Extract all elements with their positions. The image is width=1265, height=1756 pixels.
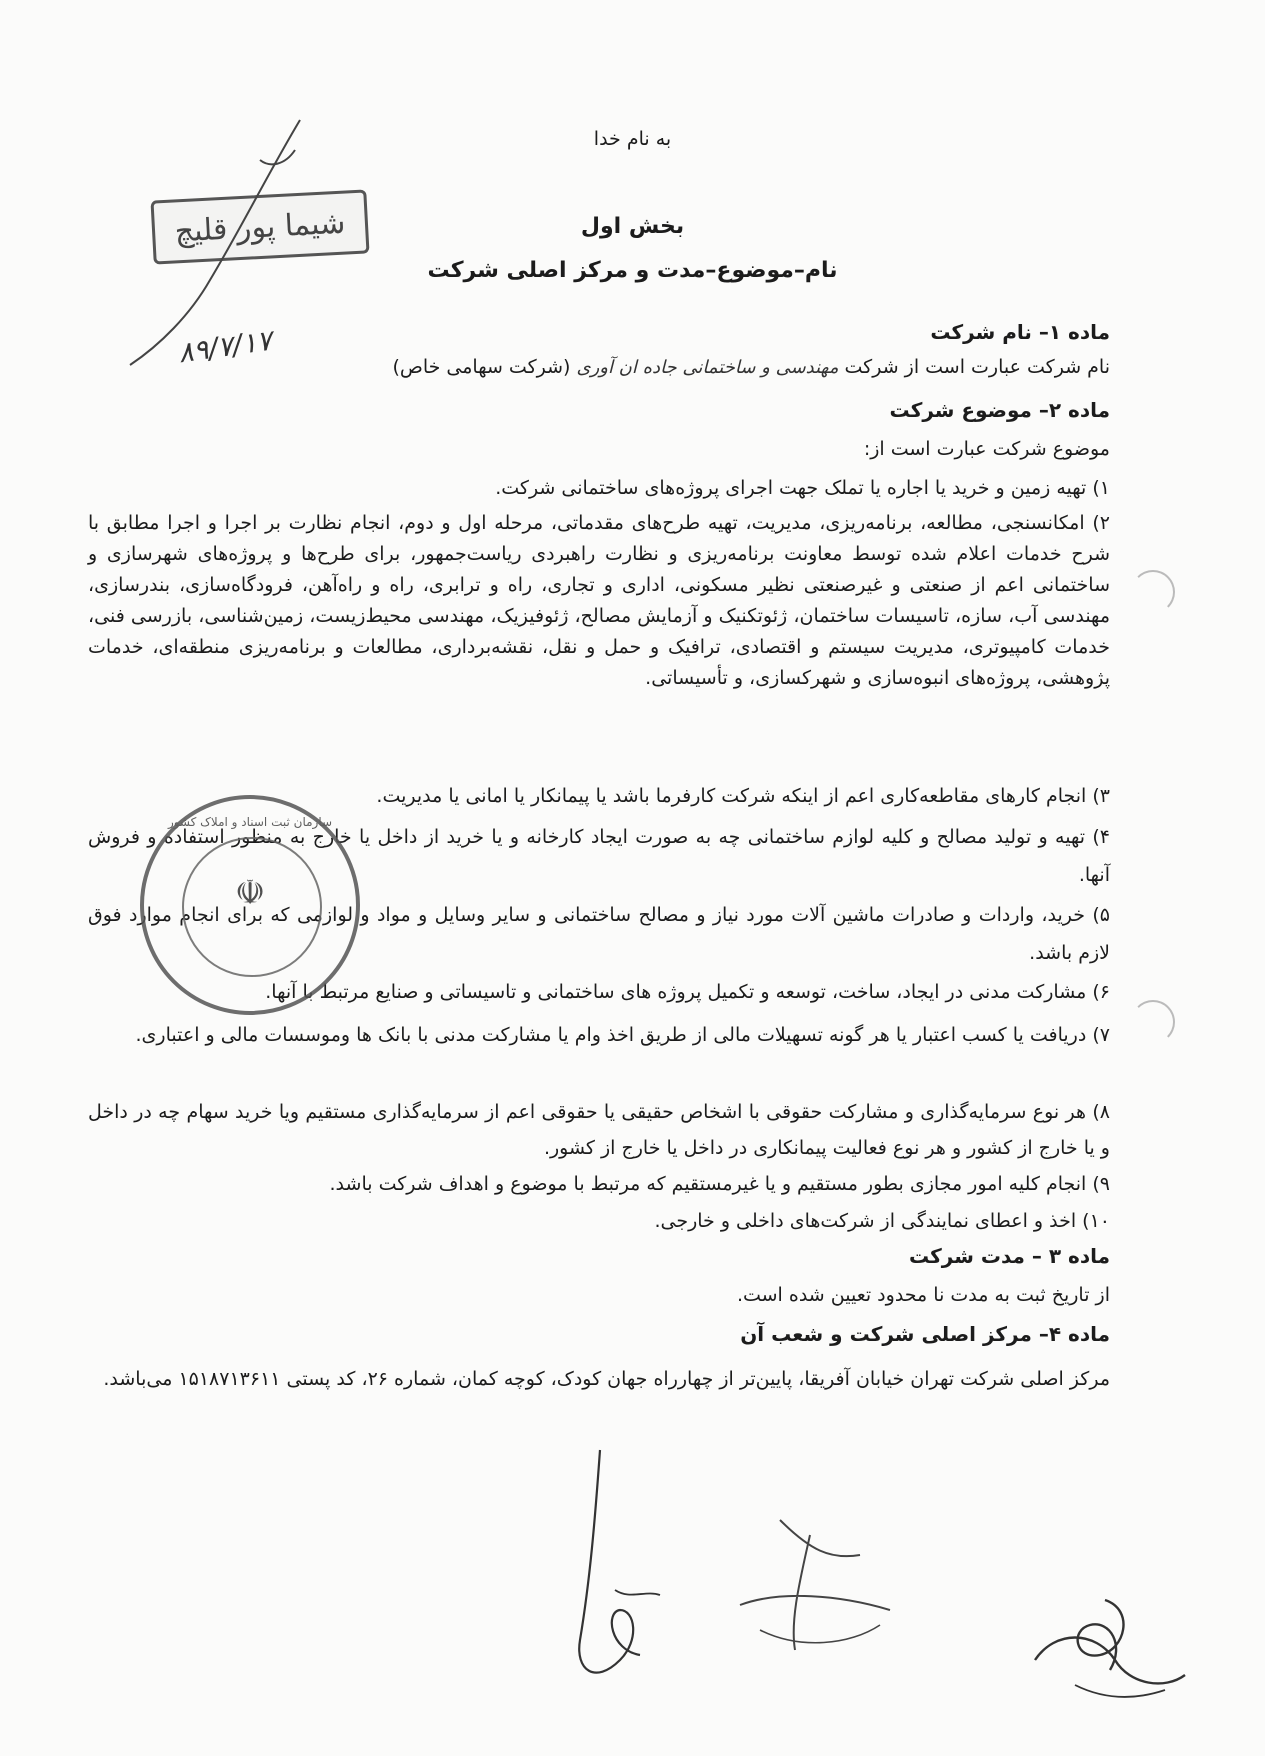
diagonal-pen-stroke [120, 110, 320, 370]
handwritten-date: ۸۹/۷/۱۷ [176, 323, 274, 370]
article-3-title: ماده ۳ – مدت شرکت [909, 1244, 1110, 1268]
binder-hole-mark [1131, 1000, 1175, 1044]
article-1-text [392, 356, 1110, 378]
article-1-text-after: (شرکت سهامی خاص) [392, 356, 571, 378]
binder-hole-mark [1131, 570, 1175, 614]
company-name-handwritten: مهندسی و ساختمانی جاده ان آوری [576, 357, 839, 378]
article-1-text-before: نام شرکت عبارت است از شرکت [844, 356, 1110, 378]
official-round-stamp [140, 795, 360, 1015]
list-item: ۴) تهیه و تولید مصالح و کلیه لوازم ساختمانی چه به صورت ایجاد کارخانه و یا خرید از داخل یا خارج به منظور استفاده و فروش آنها. [88, 826, 1110, 886]
section-subtitle: نام–موضوع–مدت و مرکز اصلی شرکت [427, 258, 838, 283]
list-item: ۶) مشارکت مدنی در ایجاد، ساخت، توسعه و تکمیل پروژه های ساختمانی و تاسیساتی و صنایع مرتبط با آنها. [265, 981, 1110, 1003]
stamp-ring-text: سازمان ثبت اسناد و املاک کشور [167, 815, 333, 829]
article-2-intro: موضوع شرکت عبارت است از: [863, 438, 1110, 460]
signature-2 [720, 1510, 900, 1660]
article-4-text: مرکز اصلی شرکت تهران خیابان آفریقا، پایین‌تر از چهارراه جهان کودک، کوچه کمان، شماره ۲۶، کد پستی ۱۵۱۸۷۱۳۶۱۱ می‌باشد. [103, 1368, 1110, 1390]
list-item: ۱۰) اخذ و اعطای نمایندگی از شرکت‌های داخلی و خارجی. [654, 1210, 1110, 1232]
article-3-text: از تاریخ ثبت به مدت نا محدود تعیین شده است. [736, 1284, 1110, 1306]
name-stamp: شیما پور قلیچ [150, 189, 369, 264]
list-item: ۹) انجام کلیه امور مجازی بطور مستقیم و یا غیرمستقیم که مرتبط با موضوع و اهداف شرکت باشد. [329, 1173, 1110, 1195]
emblem-icon: ☫ [234, 873, 266, 913]
article-2-title: ماده ۲– موضوع شرکت [889, 398, 1110, 422]
signature-3 [1015, 1590, 1190, 1710]
list-item: ۵) خرید، واردات و صادرات ماشین آلات مورد نیاز و مصالح ساختمانی و سایر وسایل و مواد و لوازمی که برای انجام موارد فوق لازم باشد. [88, 904, 1110, 964]
list-item: ۳) انجام کارهای مقاطعه‌کاری اعم از اینکه شرکت کارفرما باشد یا پیمانکار یا امانی یا مدیریت. [376, 785, 1110, 807]
article-1-title: ماده ۱– نام شرکت [930, 320, 1110, 344]
list-item: ۷) دریافت یا کسب اعتبار یا هر گونه تسهیلات مالی از طریق اخذ وام یا مشارکت مدنی با بانک ها وموسسات مالی و اعتباری. [135, 1024, 1110, 1046]
list-item: ۱) تهیه زمین و خرید یا اجاره یا تملک جهت اجرای پروژه‌های ساختمانی شرکت. [495, 477, 1110, 499]
section-title: بخش اول [580, 214, 685, 239]
basmala: به نام خدا [593, 128, 672, 150]
signature-1 [560, 1440, 680, 1700]
list-item: ۲) امکانسنجی، مطالعه، برنامه‌ریزی، مدیریت، تهیه طرح‌های مقدماتی، مرحله اول و دوم، انجام نظارت بر اجرا و اجرا مطابق با شرح خدمات اعلام شده توسط معاونت برنامه‌ریزی و نظارت راهبردی ریاست‌جمهور، برای طرح‌ها و پروژه‌های شهرسازی و ساختمانی اعم از صنعتی و غیرصنعتی نظیر مسکونی، اداری و تجاری، راه و ترابری، راه و راه‌آهن، فرودگاه‌سازی، بندرسازی، مهندسی آب، سازه، تاسیسات ساختمان، ژئوتکنیک و آزمایش مصالح، ژئوفیزیک، مهندسی محیط‌زیست، زمین‌شناسی، بازرسی فنی، خدمات کامپیوتری، مدیریت سیستم و اقتصادی، ترافیک و حمل و نقل، نقشه‌برداری، مطالعات و برنامه‌ریزی منطقه‌ای، خدمات پژوهشی، پروژه‌های انبوه‌سازی و شهرکسازی، و تأسیساتی. [88, 512, 1110, 689]
article-4-title: ماده ۴– مرکز اصلی شرکت و شعب آن [740, 1322, 1110, 1346]
list-item: ۸) هر نوع سرمایه‌گذاری و مشارکت حقوقی با اشخاص حقیقی یا حقوقی اعم از سرمایه‌گذاری مستقیم ویا خرید سهام چه در داخل و یا خارج از کشور و هر نوع فعالیت پیمانکاری در داخل یا خارج از کشور. [88, 1101, 1110, 1159]
